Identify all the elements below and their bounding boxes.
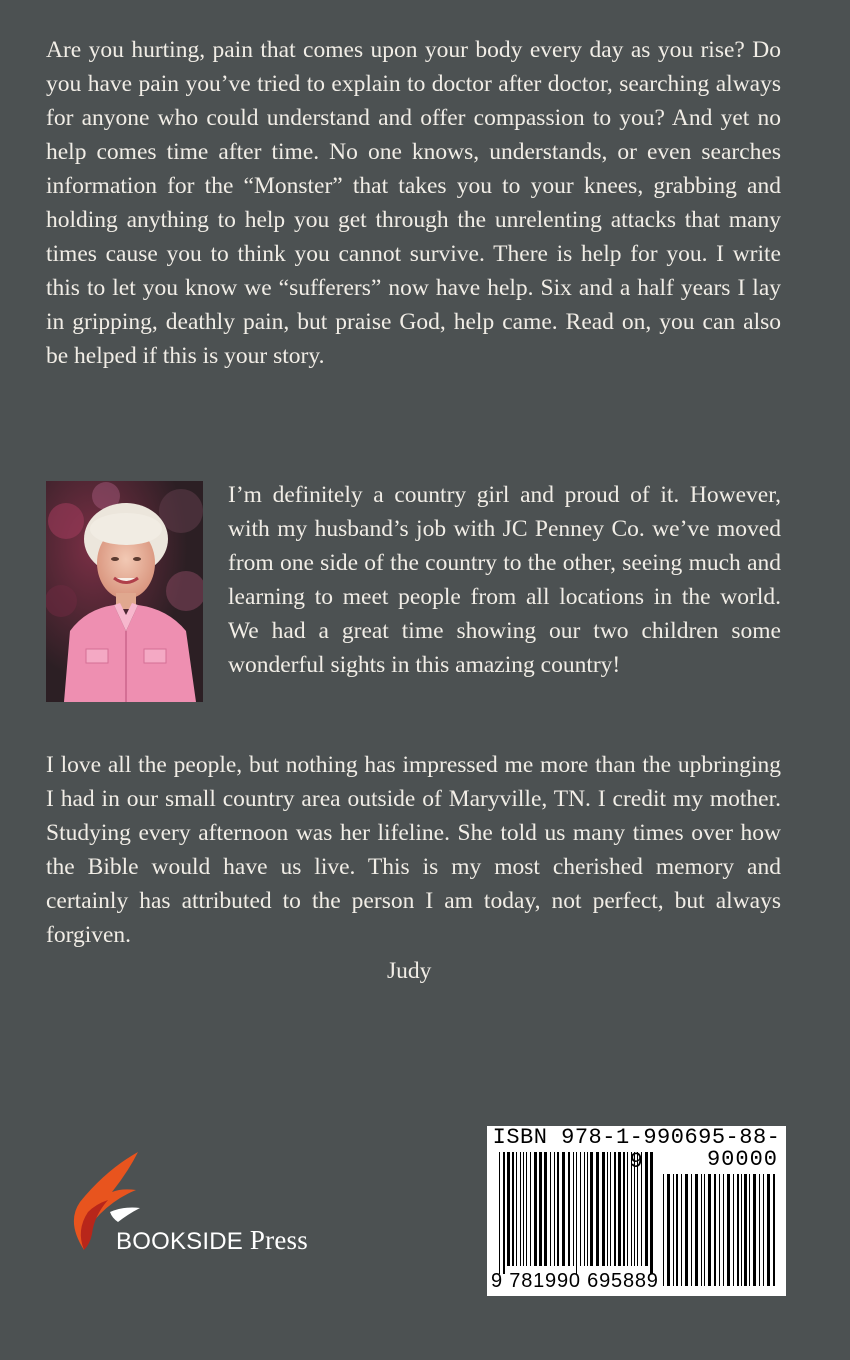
publisher-name-light: Press [242,1225,308,1255]
author-bio-paragraph-2: I love all the people, but nothing has impressed me more than the upbringing I had in our small country area outside of Maryville, TN. I credit my mother. Studying every afternoon was her lifeline. She told us many times over how the Bible would have us live. This is my most cherished memory and certainly has attributed to the person I am today, not perfect, but always forgiven. [46,752,781,948]
author-photo [46,481,203,702]
barcode-bar [773,1174,775,1286]
barcode-bar [695,1174,698,1286]
isbn-label: ISBN 978-1-990695-88-9 [492,1125,781,1174]
barcode-bar [714,1174,716,1286]
barcode-bar [708,1174,711,1286]
publisher-logo [66,1150,306,1260]
publisher-name [116,1225,308,1256]
barcode-bar [737,1174,739,1286]
barcode-bar [691,1174,692,1286]
barcode-bar [733,1174,734,1286]
barcode-bar [719,1174,720,1286]
barcode-bar [676,1174,678,1286]
barcode-bar [753,1174,756,1286]
barcode-bar [741,1174,742,1286]
barcode-bar [763,1174,764,1286]
barcode-bar [767,1174,770,1286]
barcode-bar [744,1174,747,1286]
author-portrait-image [46,481,203,702]
barcode-bar [701,1174,702,1286]
publisher-name-bold: BOOKSIDE [116,1228,243,1255]
barcode-bar [704,1174,705,1286]
barcode-bar [673,1174,674,1286]
ean-digits: 9 781990 695889 [491,1270,659,1292]
isbn-barcode [487,1126,786,1296]
barcode-bar [681,1174,682,1286]
author-signature: Judy [387,958,432,984]
barcode-bar [759,1174,760,1286]
barcode-bar [749,1174,750,1286]
barcode-bar [727,1174,730,1286]
author-bio-paragraph-1: I’m definitely a country girl and proud of it. However, with my husband’s job with JC Penney Co. we’ve moved from one side of the country to the other, seeing much and learning to meet people from all locations in the world. We had a great time showing our two children some wonderful sights in this amazing country! [228,482,781,678]
back-cover-blurb: Are you hurting, pain that comes upon your body every day as you rise? Do you have pain you’ve tried to explain to doctor after doctor, searching always for anyone who could understand and offer compassion to you? And yet no help comes time after time. No one knows, understands, or even searches information for the “Monster” that takes you to your knees, grabbing and holding anything to help you get through the unrelenting attacks that many times cause you to think you cannot survive. There is help for you. I write this to let you know we “sufferers” now have help. Six and a half years I lay in gripping, deathly pain, but praise God, help came. Read on, you can also be helped if this is your story. [46,37,781,369]
price-code: 90000 [706,1147,778,1172]
barcode-bar [723,1174,724,1286]
barcode-bar [685,1174,688,1286]
